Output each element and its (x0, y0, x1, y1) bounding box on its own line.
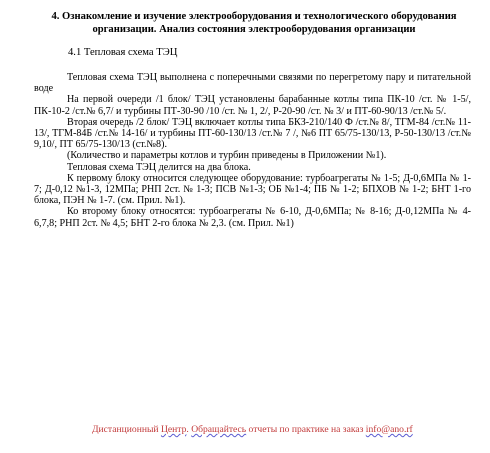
section-heading-line-1: 4. Ознакомление и изучение электрооборудования и технологического оборудования (51, 11, 457, 22)
paragraph-3: Вторая очередь /2 блок/ ТЭЦ включает котлы типа БКЗ-210/140 Ф /ст.№ 8/, ТГМ-84 /ст.№ 11-13/, ТГМ-84Б /ст.№ 14-16/ и турбины ПТ-60-130/13 /ст.№ 7 /, №6 ПТ 65/75-130/13, Р-50-130/13 /ст.№ 9,10/, ПТ 65/75-130/13 (ст.№8). (34, 116, 471, 151)
body-text (34, 72, 471, 229)
footer-link-center[interactable]: Центр (160, 424, 187, 435)
paragraph-7: Ко второму блоку относятся: турбоагрегаты № 6-10, Д-0,6МПа; № 8-16; Д-0,12МПа № 4-6,7,8; РНП 2ст. № 4,5; БНТ 2-го блока № 2,3. (см. Прил. №1) (34, 206, 471, 229)
footer-email-link[interactable]: info@ano.rf (365, 424, 413, 435)
footer-watermark (92, 424, 452, 435)
footer-text-start: Дистанционный (92, 424, 161, 435)
footer-text-middle: . (186, 424, 192, 435)
paragraph-5: Тепловая схема ТЭЦ делится на два блока. (67, 161, 251, 173)
paragraph-2: На первой очереди /1 блок/ ТЭЦ установлены барабанные котлы типа ПК-10 /ст. № 1-5/, ПК-10-2 /ст.№ 6,7/ и турбины ПТ-30-90 /10 /ст. № 1, 2/, Р-20-90 /ст. № 3/ и ПТ-60-90/13 /ст.№ 5/. (34, 94, 471, 117)
footer-text-end: отчеты по практике на заказ (246, 424, 366, 435)
footer-link-order[interactable]: Обращайтесь (191, 424, 247, 435)
paragraph-4: (Количество и параметры котлов и турбин приведены в Приложении №1). (67, 150, 387, 162)
subsection-heading: 4.1 Тепловая схема ТЭЦ (68, 47, 178, 58)
section-heading-line-2: организации. Анализ состояния электрооборудования организации (92, 23, 416, 35)
paragraph-6: К первому блоку относится следующее оборудование: турбоагрегаты № 1-5; Д-0,6МПа № 1-7; Д-0,12 №1-3, 12МПа; РНП 2ст. № 1-3; ПСВ №1-3; ОБ №1-4; ПБ № 1-2; БПХОВ № 1-2; БНТ 1-го блока, ПЭН № 1-7. (см. Прил. №1). (34, 172, 471, 207)
paragraph-1: Тепловая схема ТЭЦ выполнена с поперечными связями по перегретому пару и питательной воде (34, 72, 471, 95)
section-heading (34, 11, 474, 36)
